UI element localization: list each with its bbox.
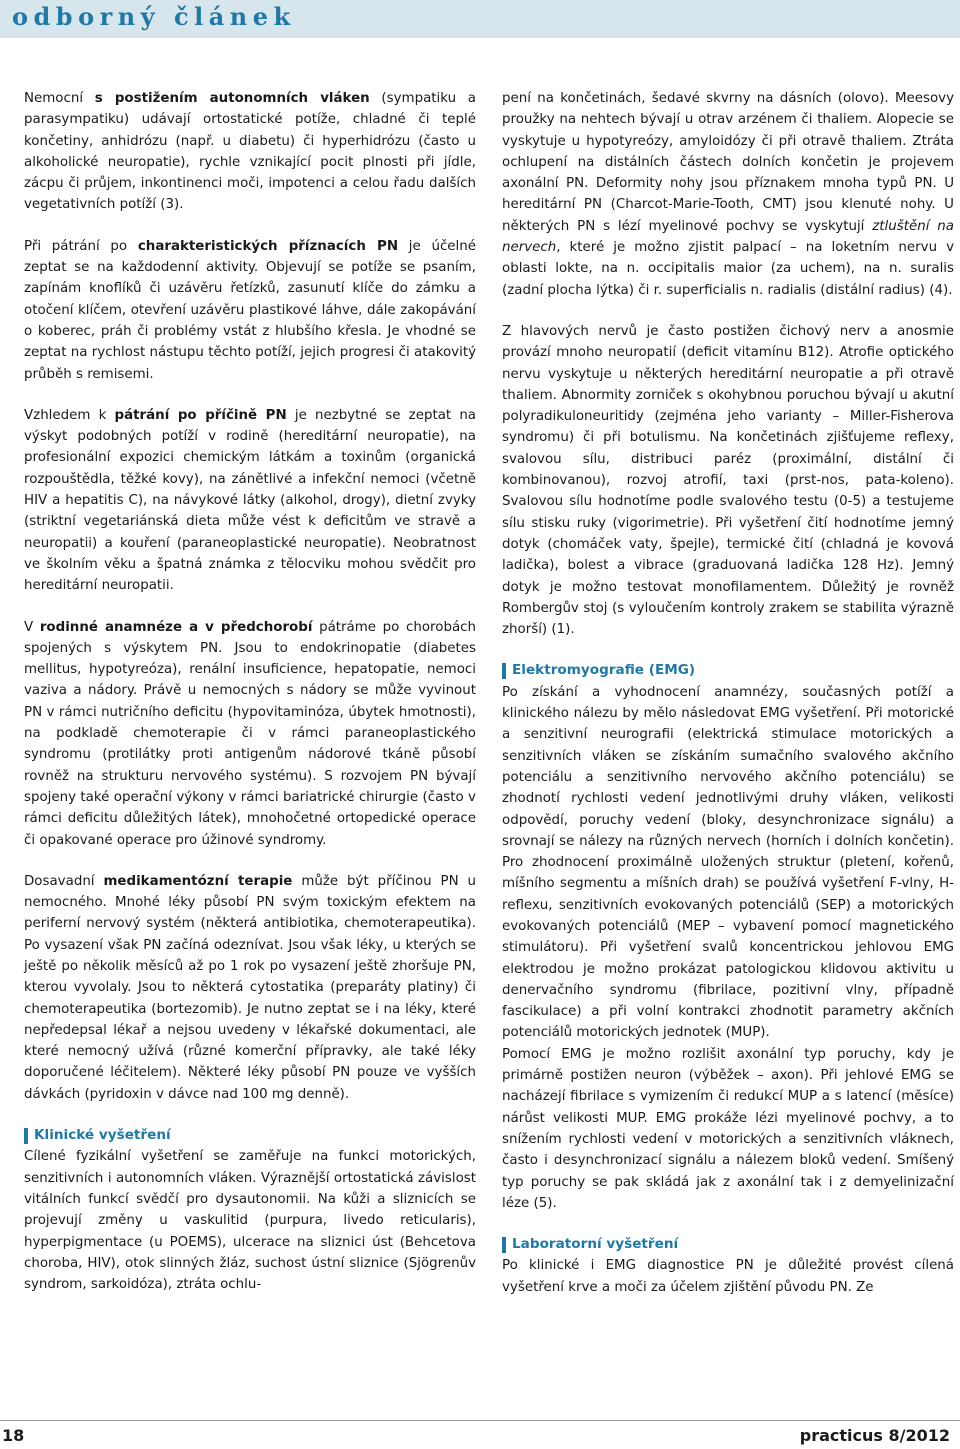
heading-bar-icon <box>502 663 506 679</box>
paragraph-clinical-exam: Cílené fyzikální vyšetření se zaměřuje na funkci motorických, senzitivních i autonomních vláken. Výraznější ortostatická závislost vitálních funkcí svědčí pro dysautonomii. Na kůži a sliznicích se projevují změny u vaskulitid (purpura, livedo reticularis), hyperpigmentace (u POEMS), ulcerace na sliznici úst (Behcetova choroba, HIV), otok slinných žláz, suchost ústní sliznice (Sjögrenův syndrom, sarkoidóza), ztráta ochlu- <box>24 1149 476 1293</box>
bold-term: medikamentózní terapie <box>103 873 293 889</box>
paragraph-skin-findings: pení na končetinách, šedavé skvrny na dásních (olovo). Meesovy proužky na nehtech bývají u otrav arzénem či thaliem. Alopecie se vyskytuje u hypotyreózy, amyloidózy či při otravě thaliem. Ztráta ochlupení na distálních částech dolních končetin je projevem axonální PN. Deformity nohy jsou příznakem mnoha typů PN. U hereditární PN (Charcot-Marie-Tooth, CMT) jsou klenuté nohy. U některých PN s lézí myelinové pochvy se vyskytují ztluštění na nervech, které je možno zjistit palpací – na loketním nervu v oblasti lokte, na n. occipitalis maior (za uchem), na n. suralis (zadní plocha lýtka) či r. superficialis n. radialis (distální radius) (4). <box>502 91 954 298</box>
paragraph-autonomic: Nemocní s postižením autonomních vláken (sympatiku a parasympatiku) udávají ortostatické potíže, chladné či teplé končetiny, anhidrózu (např. u diabetu) či hyperhidrózu (často u alkoholické neuropatie), rychle vznikající pocit plnosti při jídle, zácpu či průjem, inkontinenci moči, impotenci a celou řadu dalších vegetativních potíží (3). <box>24 91 476 213</box>
heading-bar-icon <box>24 1128 28 1144</box>
paragraph-lab: Po klinické i EMG diagnostice PN je důležité provést cílená vyšetření krve a moči za účelem zjištění původu PN. Ze <box>502 1258 954 1295</box>
italic-term: ztluštění na nervech <box>502 218 954 256</box>
header-band <box>0 0 960 38</box>
bold-term: s postižením autonomních vláken <box>94 91 370 106</box>
heading-clinical-exam <box>24 1125 476 1146</box>
heading-bar-icon <box>502 1237 506 1253</box>
section-label: odborný článek <box>12 2 296 31</box>
heading-emg <box>502 660 954 681</box>
paragraph-medication: Dosavadní medikamentózní terapie může být příčinou PN u nemocného. Mnohé léky působí PN svým toxickým efektem na periferní nervový systém (některá antibiotika, chemoterapeutika). Po vysazení však PN začíná odeznívat. Jsou však léky, u kterých se ještě po několik měsíců až po 1 rok po vysazení ještě zhoršuje PN, kterou vyvolaly. Jsou to některá cytostatika (preparáty platiny) či chemoterapeutika (bortezomib). Je nutno zeptat se i na léky, které nepředepsal lékař a nejsou uvedeny v lékařské dokumentaci, ale které nemocný užívá (různé komerční přípravky, ale také léky doporučené léčitelem). Některé léky působí PN pouze ve vyšších dávkách (pyridoxin v dávce nad 100 mg denně). <box>24 873 477 1102</box>
heading-text: Klinické vyšetření <box>34 1127 171 1144</box>
paragraph-emg-types: Pomocí EMG je možno rozlišit axonální typ poruchy, kdy je primárně postižen neuron (výběžek – axon). Při jehlové EMG se nacházejí fibrilace s vymizením či redukcí MUP a s latencí (měsíce) nárůst velikosti MUP. EMG prokáže lézi myelinové pochvy, a to snížením rychlosti vedení v motorických a senzitivních vláknech, často i desynchronizací signálu a nálezem bloků vedení. Smíšený typ poruchy se pak skládá jak z axonální tak i z demyelinizační léze (5). <box>502 1046 954 1211</box>
heading-text: Elektromyografie (EMG) <box>512 662 696 679</box>
footer-rule <box>0 1420 960 1421</box>
paragraph-symptoms: Při pátrání po charakteristických příznacích PN je účelné zeptat se na každodenní aktivity. Objevují se potíže se psaním, zapínám knoflíků či uzávěru řetízků, zasunutí klíče do zámku a otočení klíčem, otevření uzávěru plastikové láhve, dále zakopávání o koberec, práh či problémy vstát z hlubšího křesla. Je vhodné se zeptat na rychlost nástupu těchto potíží, jejich progresi či atakovitý průběh s remisemi. <box>24 238 476 382</box>
right-column <box>502 88 954 1298</box>
page-number: 18 <box>2 1426 25 1445</box>
journal-name: practicus 8/2012 <box>799 1426 950 1445</box>
paragraph-cranial-nerves: Z hlavových nervů je často postižen čichový nerv a anosmie provází mnoho neuropatií (deficit vitamínu B12). Atrofie optického nervu vyskytuje u některých hereditární neuropatie a při otravě thaliem. Abnormity zorniček s okohybnou poruchou bývají u akutní polyradikuloneuritidy (zejména jeho varianty – Miller-Fisherova syndromu) či při botulismu. Na končetinách zjišťujeme reflexy, svalovou sílu, distribuci paréz (proximální, distální či kombinovanou), rozvoj atrofií, taxi (prst-nos, pata-koleno). Svalovou sílu hodnotíme podle svalového testu (0-5) a testujeme sílu stisku ruky (vigorimetrie). Při vyšetření čití hodnotíme jemný dotyk (chomáček vaty, špejle), termické čití (chladná je kovová ladička), bolest a vibrace (graduovaná ladička 128 Hz). Jemný dotyk je možno testovat monofilamentem. Důležitý je rovněž Rombergův stoj (s vyloučením kontroly zrakem se stabilita výrazně zhorší) (1). <box>502 323 954 638</box>
heading-lab <box>502 1234 954 1255</box>
paragraph-emg: Po získání a vyhodnocení anamnézy, současných potíží a klinického nálezu by mělo následovat EMG vyšetření. Při motorické a senzitivní neurografii (elektrická stimulace motorických a senzitivních vláken se získáním sumačního svalového akčního potenciálu a senzitivního nervového akčního potenciálu) se zhodnotí rychlosti vedení jednotlivými druhy vláken, velikosti odpovědí, poruchy vedení (bloky, desynchronizace signálu) a srovnají se nálezy na různých nervech (horních i dolních končetin). Pro zhodnocení proximálně uložených struktur (pletení, kořenů, míšního segmentu a míšních drah) se používá vyšetření F-vlny, H-reflexu, senzitivních evokovaných potenciálů (SEP) a motorických evokovaných potenciálů (MEP – vybavení pomocí magnetického stimulátoru). Při vyšetření svalů koncentrickou jehlovou EMG elektrodou je možno prokázat patologickou klidovou aktivitu u denervačního syndromu (fibrilace, pozitivní vlny, případně fascikulace) a při volní kontrakci zhodnotit parametry akčních potenciálů motorických jednotek (MUP). <box>502 684 954 1041</box>
bold-term: pátrání po příčině PN <box>114 407 287 423</box>
bold-term: charakteristických příznacích PN <box>137 238 399 254</box>
paragraph-cause: Vzhledem k pátrání po příčině PN je nezbytné se zeptat na výskyt podobných potíží v rodině (hereditární neuropatie), na profesionální expozici chemickým látkám a toxinům (organická rozpouštědla, těžké kovy), na zánětlivé a infekční nemoci (včetně HIV a hepatitis C), na návykové látky (alkohol, drogy), dietní zvyky (striktní vegetariánská dieta může vést k deficitům ve stravě a neuropatii) a kouření (paraneoplastické neuropatie). Neobratnost ve školním věku a špatná známka z tělocviku mohou svědčit pro hereditární neuropatii. <box>24 407 477 594</box>
bold-term: rodinné anamnéze a v předchorobí <box>39 619 313 635</box>
left-column <box>24 88 476 1295</box>
heading-text: Laboratorní vyšetření <box>512 1236 679 1253</box>
paragraph-family-history: V rodinné anamnéze a v předchorobí pátráme po chorobách spojených s výskytem PN. Jsou to endokrinopatie (diabetes mellitus, hypotyreóza), renální insuficience, hepatopatie, nemoci vaziva a nádory. Právě u nemocných s nádory se může vyvinout PN v rámci nutričního deficitu (hypovitaminóza, úbytek hmotnosti), na podkladě chemoterapie či v rámci paraneoplastického syndromu (protilátky proti antigenům nádorové tkáně působí rovněž na strukturu nervového systému). S rozvojem PN bývají spojeny také operační výkony v rámci bariatrické chirurgie (často v rámci deficitu důležitých látek), mnohočetné ortopedické operace či opakované operace pro úžinové syndromy. <box>24 619 476 848</box>
